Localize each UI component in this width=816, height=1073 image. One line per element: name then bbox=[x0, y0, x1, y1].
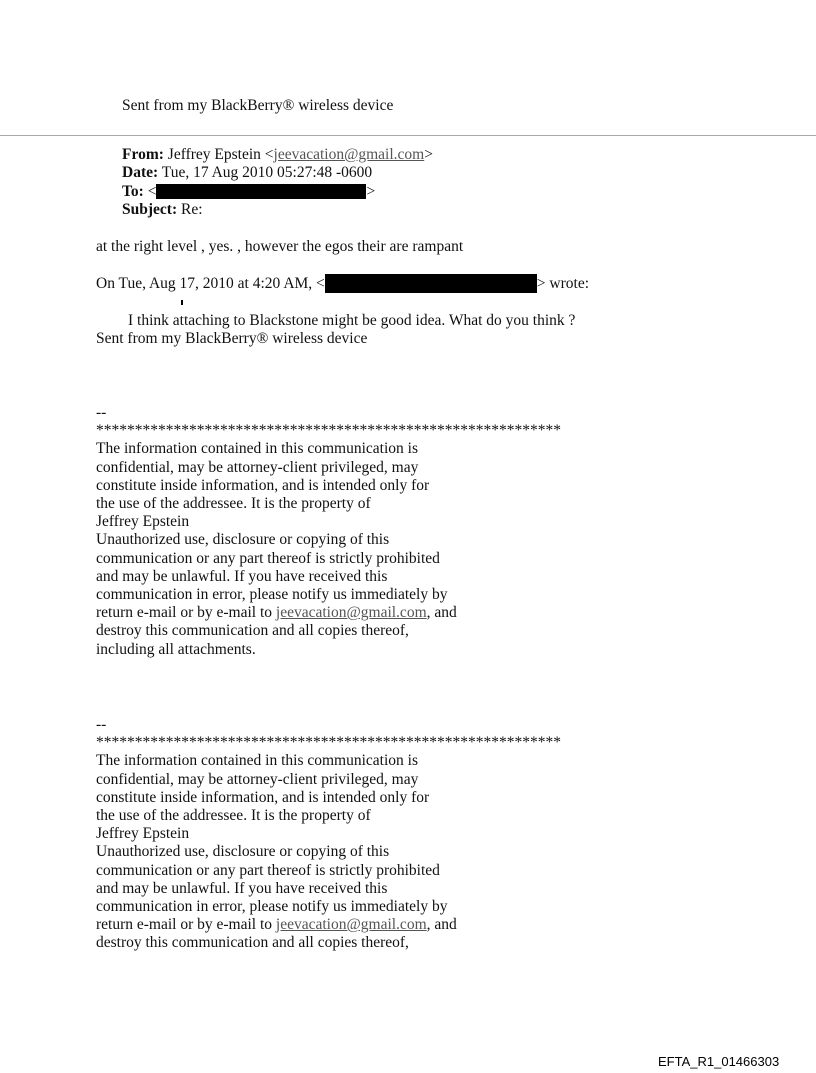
disclaimer-2-dashes: -- bbox=[96, 716, 107, 733]
disclaimer-2-line: confidential, may be attorney-client privileged, may bbox=[96, 770, 419, 788]
disclaimer-1-line: confidential, may be attorney-client privileged, may bbox=[96, 458, 419, 476]
disclaimer-2-line: the use of the addressee. It is the property of bbox=[96, 807, 371, 825]
disclaimer-1-line: and may be unlawful. If you have received this bbox=[96, 567, 388, 585]
to-open: < bbox=[147, 183, 157, 200]
disclaimer-1-line: constitute inside information, and is intended only for bbox=[96, 476, 430, 494]
subject-label: Subject: bbox=[122, 201, 178, 218]
disclaimer-2-line: communication in error, please notify us immediately by bbox=[96, 898, 448, 916]
from-close: > bbox=[424, 146, 433, 163]
separator-rule bbox=[0, 135, 816, 136]
from-label: From: bbox=[122, 146, 164, 163]
header-subject bbox=[122, 201, 203, 219]
disclaimer-1-line: Unauthorized use, disclosure or copying of this bbox=[96, 531, 390, 549]
from-email-link[interactable]: jeevacation@gmail.com bbox=[273, 146, 425, 163]
date-label: Date: bbox=[122, 164, 159, 181]
to-label: To: bbox=[122, 183, 144, 200]
disclaimer-1-stars: ************************************************************ bbox=[96, 422, 561, 440]
document-id: EFTA_R1_01466303 bbox=[658, 1054, 780, 1069]
disclaimer-2-stars: ************************************************************ bbox=[96, 734, 561, 752]
stray-mark bbox=[181, 300, 183, 305]
disclaimer-2-email-link[interactable]: jeevacation@gmail.com bbox=[275, 916, 427, 934]
disclaimer-1-email-suffix: , and bbox=[426, 604, 457, 622]
disclaimer-1-line: including all attachments. bbox=[96, 640, 256, 658]
disclaimer-2-line: Unauthorized use, disclosure or copying of this bbox=[96, 843, 390, 861]
disclaimer-2-email-suffix: , and bbox=[426, 916, 457, 934]
disclaimer-1-line: the use of the addressee. It is the property of bbox=[96, 495, 371, 513]
quoted-body-line2: Sent from my BlackBerry® wireless device bbox=[96, 330, 368, 347]
disclaimer-1-email-link[interactable]: jeevacation@gmail.com bbox=[275, 604, 427, 622]
header-date bbox=[122, 164, 372, 182]
to-close: > bbox=[366, 183, 376, 200]
from-name: Jeffrey Epstein < bbox=[167, 146, 274, 163]
disclaimer-2 bbox=[96, 716, 561, 953]
quoted-sender-redaction bbox=[325, 274, 537, 293]
to-redaction bbox=[156, 184, 366, 199]
disclaimer-1-email-prefix: return e-mail or by e-mail to bbox=[96, 604, 276, 622]
disclaimer-2-line: The information contained in this communication is bbox=[96, 752, 418, 770]
disclaimer-1-email-line bbox=[96, 604, 561, 622]
disclaimer-2-email-prefix: return e-mail or by e-mail to bbox=[96, 916, 276, 934]
date-value: Tue, 17 Aug 2010 05:27:48 -0600 bbox=[161, 164, 373, 181]
quoted-intro-suffix: > wrote: bbox=[536, 275, 590, 292]
top-signature: Sent from my BlackBerry® wireless device bbox=[122, 97, 394, 114]
disclaimer-1 bbox=[96, 404, 561, 659]
disclaimer-2-line: constitute inside information, and is intended only for bbox=[96, 788, 430, 806]
quoted-intro-prefix: On Tue, Aug 17, 2010 at 4:20 AM, < bbox=[96, 275, 325, 292]
disclaimer-1-line: Jeffrey Epstein bbox=[96, 513, 190, 531]
disclaimer-2-line: and may be unlawful. If you have received this bbox=[96, 879, 388, 897]
reply-body: at the right level , yes. , however the egos their are rampant bbox=[96, 238, 464, 255]
header-from bbox=[122, 146, 433, 164]
disclaimer-2-line: destroy this communication and all copies thereof, bbox=[96, 934, 409, 952]
header-to bbox=[122, 183, 375, 201]
disclaimer-1-line: destroy this communication and all copies thereof, bbox=[96, 622, 409, 640]
disclaimer-1-line: communication in error, please notify us immediately by bbox=[96, 586, 448, 604]
disclaimer-1-line: communication or any part thereof is strictly prohibited bbox=[96, 549, 440, 567]
disclaimer-1-line: The information contained in this communication is bbox=[96, 440, 418, 458]
disclaimer-2-email-line bbox=[96, 916, 561, 934]
subject-value: Re: bbox=[180, 201, 203, 218]
quoted-body-line1: I think attaching to Blackstone might be good idea. What do you think ? bbox=[128, 312, 576, 329]
disclaimer-2-line: Jeffrey Epstein bbox=[96, 825, 190, 843]
disclaimer-1-dashes: -- bbox=[96, 404, 107, 421]
quoted-intro bbox=[96, 274, 589, 293]
disclaimer-2-line: communication or any part thereof is strictly prohibited bbox=[96, 861, 440, 879]
